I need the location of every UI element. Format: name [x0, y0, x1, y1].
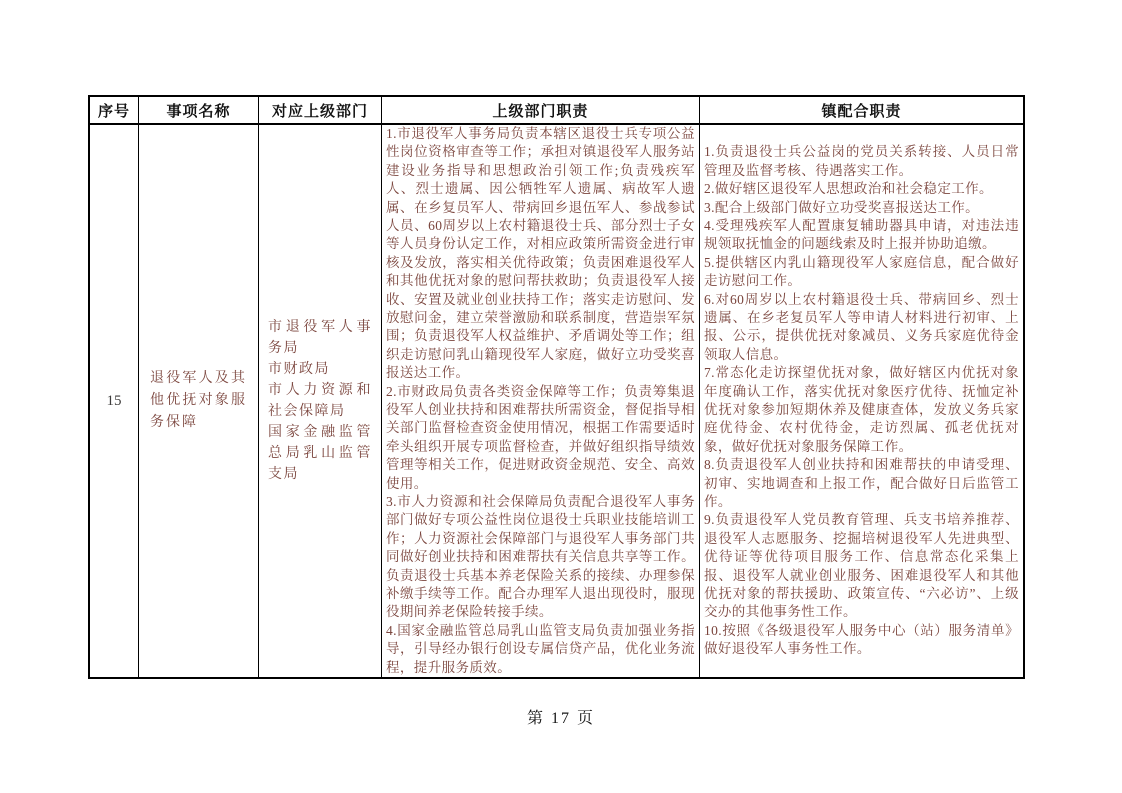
department-item: 市人力资源和社会保障局 — [268, 383, 372, 419]
header-label-town-duties: 镇配合职责 — [821, 102, 902, 120]
page-number: 第 17 页 — [526, 710, 595, 727]
header-cell-item-name — [139, 97, 259, 125]
header-label-superior-duties: 上级部门职责 — [492, 102, 589, 120]
duty-paragraph: 4.受理残疾军人配置康复辅助器具申请，对违法违规领取抚恤金的问题线索及时上报并协助追缴。 — [704, 217, 1019, 252]
duty-paragraph: 4.国家金融监管总局乳山监管支局负责加强业务指导，引导经办银行创设专属信贷产品，优化业务流程，提升服务质效。 — [386, 622, 695, 675]
departments-cell — [259, 125, 382, 677]
header-label-index: 序号 — [97, 102, 130, 120]
header-cell-departments — [259, 97, 382, 125]
duty-paragraph: 1.负责退役士兵公益岗的党员关系转接、人员日常管理及监督考核、待遇落实工作。 — [704, 144, 1019, 178]
header-cell-superior-duties — [382, 97, 700, 125]
row-number: 15 — [106, 392, 122, 409]
duty-paragraph: 3.市人力资源和社会保障局负责配合退役军人事务部门做好专项公益性岗位退役士兵职业技能培训工作；人力资源社会保障部门与退役军人事务部门共同做好创业扶持和困难帮扶有关信息共享等工作。负责退役士兵基本养老保险关系的接续、办理参保补缴手续等工作。配合办理军人退出现役时，服现役期间养老保险转接手续。 — [386, 494, 695, 620]
duty-paragraph: 5.提供辖区内乳山籍现役军人家庭信息，配合做好走访慰问工作。 — [704, 254, 1019, 289]
duty-paragraph: 6.对60周岁以上农村籍退役士兵、带病回乡、烈士遗属、在乡老复员军人等申请人材料进行初审、上报、公示，提供优抚对象减员、义务兵家庭优待金领取人信息。 — [704, 291, 1019, 362]
header-label-item-name: 事项名称 — [166, 102, 231, 120]
duty-paragraph: 7.常态化走访探望优抚对象，做好辖区内优抚对象年度确认工作，落实优抚对象医疗优待、抚恤定补优抚对象参加短期休养及健康查体，发放义务兵家庭优待金、农村优待金，走访烈属、孤老优抚对象，做好优抚对象服务保障工作。 — [704, 365, 1019, 454]
duty-paragraph: 2.市财政局负责各类资金保障等工作；负责筹集退役军人创业扶持和困难帮扶所需资金，督促指导相关部门监督检查资金使用情况，根据工作需要适时牵头组织开展专项监督检查，并做好组织指导绩效管理等相关工作，促进财政资金规范、安全、高效使用。 — [386, 383, 695, 491]
row-number-cell — [90, 125, 139, 677]
duty-paragraph: 1.市退役军人事务局负责本辖区退役士兵专项公益性岗位资格审查等工作；承担对镇退役军人服务站建设业务指导和思想政治引领工作;负责残疾军人、烈士遗属、因公牺牲军人遗属、病故军人遗属、在乡复员军人、带病回乡退伍军人、参战参试人员、60周岁以上农村籍退役士兵、部分烈士子女等人员身份认定工作，对相应政策所需资金进行审核及发放，落实相关优待政策；负责困难退役军人和其他优抚对象的慰问帮扶救助；负责退役军人接收、安置及就业创业扶持工作；落实走访慰问、发放慰问金，建立荣誉激励和联系制度，营造崇军氛围；负责退役军人权益维护、矛盾调处等工作；组织走访慰问乳山籍现役军人家庭，做好立功受奖喜报送达工作。 — [386, 125, 695, 381]
department-item: 市退役军人事务局 — [268, 320, 372, 356]
duty-paragraph: 8.负责退役军人创业扶持和困难帮扶的申请受理、初审、实地调查和上报工作，配合做好日后监管工作。 — [704, 457, 1019, 510]
duty-paragraph: 2.做好辖区退役军人思想政治和社会稳定工作。 — [704, 181, 993, 197]
duty-paragraph: 10.按照《各级退役军人服务中心（站）服务清单》做好退役军人事务性工作。 — [704, 622, 1019, 657]
item-name: 退役军人及其他优抚对象服务保障 — [150, 371, 247, 430]
header-label-departments: 对应上级部门 — [271, 102, 368, 120]
duty-paragraph: 9.负责退役军人党员教育管理、兵支书培养推荐、退役军人志愿服务、挖掘培树退役军人先进典型、优待证等优待项目服务工作、信息常态化采集上报、退役军人就业创业服务、困难退役军人和其他优抚对象的帮扶援助、政策宣传、“六必访”、上级交办的其他事务性工作。 — [704, 512, 1019, 620]
header-cell-town-duties — [700, 97, 1023, 125]
department-item: 市财政局 — [268, 362, 330, 377]
town-duties-cell — [700, 125, 1023, 677]
superior-duties-cell — [382, 125, 700, 677]
department-item: 国家金融监管总局乳山监管支局 — [268, 425, 372, 482]
header-cell-index — [90, 97, 139, 125]
item-name-cell — [139, 125, 259, 677]
responsibility-table — [88, 95, 1025, 679]
duty-paragraph: 3.配合上级部门做好立功受奖喜报送达工作。 — [704, 199, 980, 215]
